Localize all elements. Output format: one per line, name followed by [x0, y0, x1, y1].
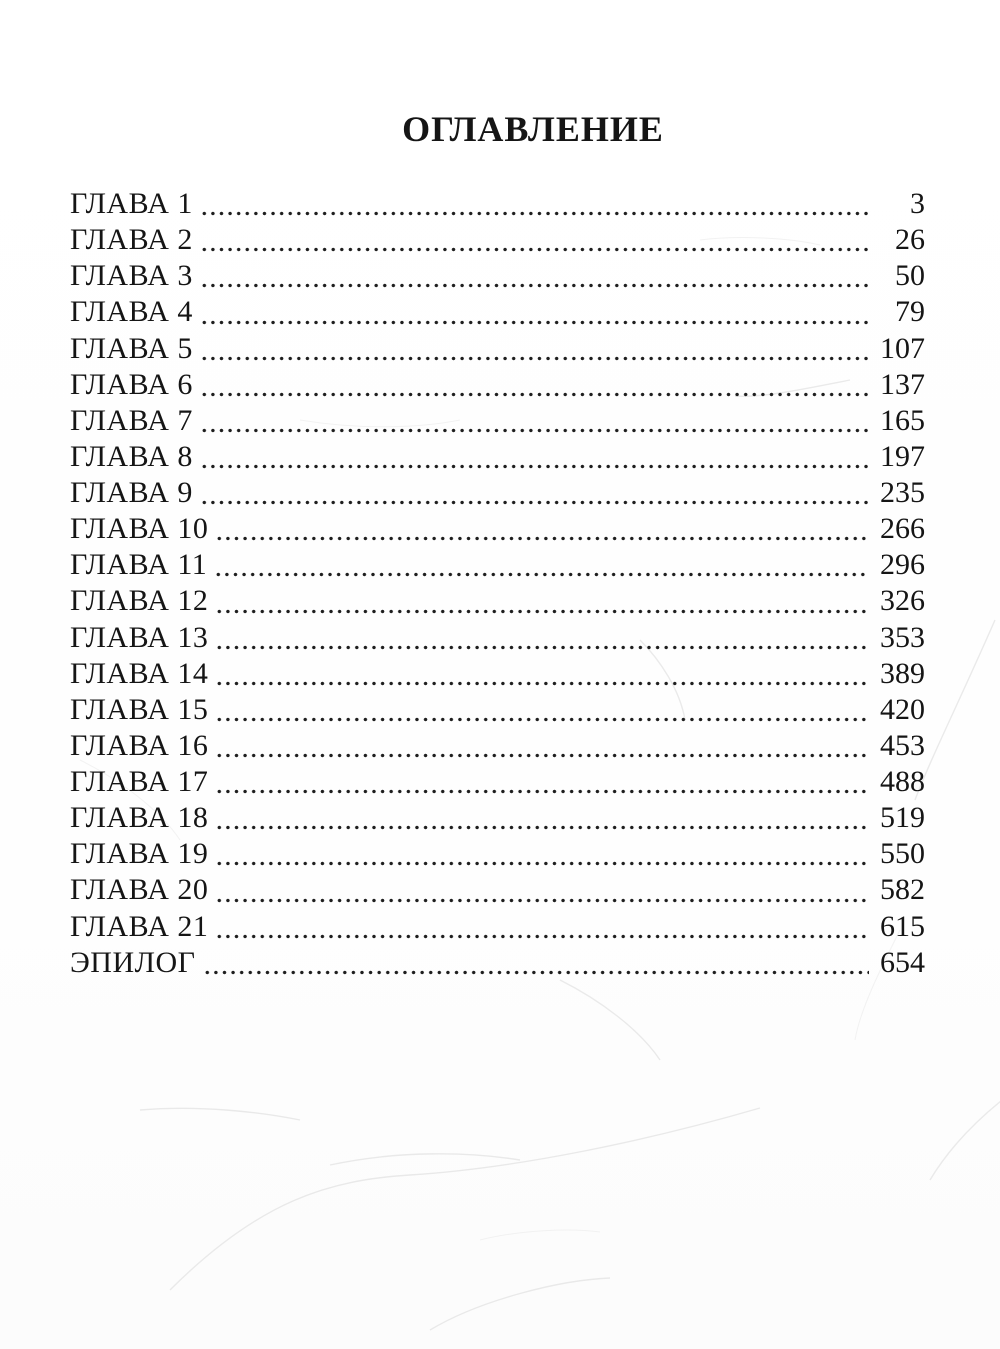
dot-leader — [215, 620, 869, 656]
dot-leader — [215, 872, 869, 908]
toc-entry-page: 79 — [895, 295, 925, 329]
page-title: ОГЛАВЛЕНИЕ — [402, 109, 664, 149]
toc-entry — [70, 692, 925, 728]
dot-leader — [200, 439, 869, 475]
toc-entry-page: 420 — [880, 692, 925, 726]
dot-leader — [200, 222, 869, 258]
toc-entry-page: 550 — [880, 837, 925, 871]
toc-entry — [70, 475, 925, 511]
toc-list — [70, 186, 925, 981]
dot-leader — [215, 836, 869, 872]
dot-leader — [215, 764, 869, 800]
toc-entry-page: 582 — [880, 873, 925, 907]
toc-entry — [70, 294, 925, 330]
toc-entry-label: ГЛАВА 21 — [70, 909, 209, 943]
toc-entry-page: 3 — [910, 187, 925, 220]
toc-entry-label: ГЛАВА 7 — [70, 403, 193, 437]
toc-entry-page: 296 — [880, 548, 925, 582]
toc-entry-label: ГЛАВА 4 — [70, 295, 193, 329]
toc-entry-label: ГЛАВА 9 — [70, 476, 193, 509]
toc-entry — [70, 764, 925, 800]
toc-entry-page: 389 — [880, 656, 925, 690]
toc-entry-label: ГЛАВА 15 — [70, 692, 209, 726]
dot-leader — [215, 909, 869, 945]
toc-entry-page: 453 — [880, 728, 925, 762]
toc-entry-page: 107 — [880, 331, 925, 365]
toc-entry-label: ГЛАВА 12 — [70, 584, 209, 618]
toc-entry — [70, 186, 925, 222]
dot-leader — [200, 258, 869, 294]
dot-leader — [215, 656, 869, 692]
toc-entry — [70, 656, 925, 692]
toc-entry-label: ГЛАВА 14 — [70, 656, 209, 690]
toc-entry-label: ГЛАВА 10 — [70, 512, 209, 546]
toc-entry-label: ГЛАВА 3 — [70, 259, 193, 293]
toc-entry-label: ГЛАВА 16 — [70, 728, 209, 762]
dot-leader — [200, 367, 869, 403]
toc-entry — [70, 728, 925, 764]
dot-leader — [215, 800, 869, 836]
toc-entry-label: ГЛАВА 17 — [70, 765, 209, 798]
toc-entry-page: 197 — [880, 439, 925, 473]
toc-entry-page: 353 — [880, 620, 925, 654]
toc-entry-page: 519 — [880, 801, 925, 835]
toc-entry-label: ГЛАВА 19 — [70, 837, 209, 871]
toc-entry — [70, 403, 925, 439]
toc-entry-label: ЭПИЛОГ — [70, 945, 196, 979]
toc-entry — [70, 222, 925, 258]
toc-entry — [70, 836, 925, 872]
toc-entry-label: ГЛАВА 18 — [70, 801, 209, 835]
toc-entry — [70, 909, 925, 945]
dot-leader — [200, 294, 869, 330]
toc-entry-label: ГЛАВА 2 — [70, 223, 193, 257]
dot-leader — [200, 475, 869, 511]
dot-leader — [203, 945, 870, 981]
toc-entry-page: 26 — [895, 223, 925, 257]
toc-entry — [70, 872, 925, 908]
toc-entry — [70, 547, 925, 583]
toc-entry — [70, 620, 925, 656]
toc-entry-page: 137 — [880, 367, 925, 401]
dot-leader — [200, 331, 869, 367]
toc-entry-label: ГЛАВА 5 — [70, 331, 193, 365]
toc-entry — [70, 439, 925, 475]
dot-leader — [200, 186, 869, 222]
dot-leader — [215, 692, 869, 728]
toc-entry — [70, 511, 925, 547]
dot-leader — [200, 403, 869, 439]
toc-entry-label: ГЛАВА 20 — [70, 873, 209, 907]
toc-entry-label: ГЛАВА 8 — [70, 439, 193, 473]
toc-entry-page: 488 — [880, 765, 925, 798]
dot-leader — [214, 547, 869, 583]
toc-entry-page: 654 — [880, 945, 925, 979]
toc-entry — [70, 583, 925, 619]
toc-entry-page: 165 — [880, 403, 925, 437]
toc-entry-page: 235 — [880, 476, 925, 509]
dot-leader — [215, 728, 869, 764]
toc-entry — [70, 800, 925, 836]
toc-entry-page: 266 — [880, 512, 925, 546]
toc-entry-page: 615 — [880, 909, 925, 943]
toc-entry-label: ГЛАВА 13 — [70, 620, 209, 654]
toc-entry — [70, 367, 925, 403]
toc-entry-label: ГЛАВА 11 — [70, 548, 208, 582]
toc-entry-label: ГЛАВА 6 — [70, 367, 193, 401]
dot-leader — [215, 583, 869, 619]
toc-entry — [70, 331, 925, 367]
toc-entry-page: 326 — [880, 584, 925, 618]
toc-entry-label: ГЛАВА 1 — [70, 187, 193, 220]
toc-entry — [70, 945, 925, 981]
toc-entry — [70, 258, 925, 294]
toc-entry-page: 50 — [895, 259, 925, 293]
dot-leader — [215, 511, 869, 547]
